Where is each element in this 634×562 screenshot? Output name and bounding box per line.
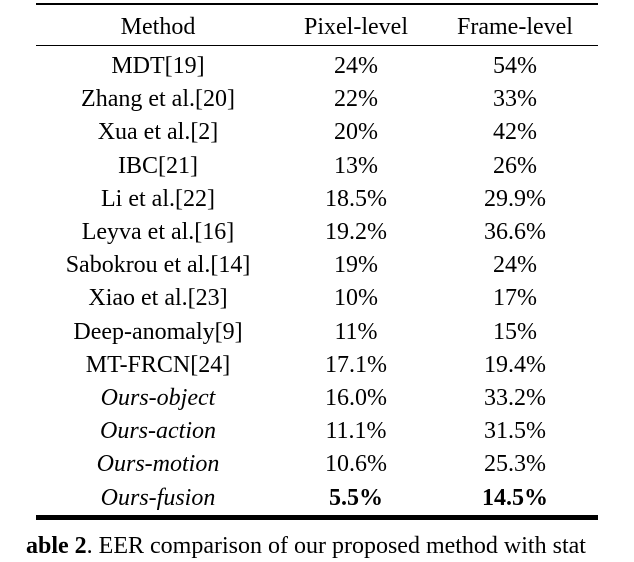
cell-pixel-level: 22% bbox=[334, 86, 378, 113]
table-row bbox=[36, 116, 598, 149]
cell-pixel-level: 10.6% bbox=[325, 451, 387, 478]
table-row bbox=[36, 415, 598, 448]
cell-pixel-level: 19.2% bbox=[325, 219, 387, 246]
cell-method: Ours-object bbox=[100, 385, 216, 412]
table-row bbox=[36, 282, 598, 315]
cell-frame-level: 31.5% bbox=[484, 418, 546, 445]
cell-pixel-level: 11% bbox=[334, 318, 378, 345]
table-caption bbox=[26, 530, 586, 562]
cell-pixel-level: 20% bbox=[334, 119, 378, 146]
cell-pixel-level: 16.0% bbox=[325, 385, 387, 412]
cell-pixel-level: 13% bbox=[334, 152, 378, 179]
cell-frame-level: 26% bbox=[493, 152, 537, 179]
table-row bbox=[36, 50, 598, 83]
table-row bbox=[36, 316, 598, 349]
header-method: Method bbox=[120, 14, 196, 40]
cell-pixel-level: 17.1% bbox=[325, 351, 387, 378]
cell-frame-level: 36.6% bbox=[484, 219, 546, 246]
table-row bbox=[36, 382, 598, 415]
cell-method: Leyva et al.[16] bbox=[81, 219, 235, 246]
cell-frame-level: 24% bbox=[493, 252, 537, 279]
table-bottom-rule bbox=[36, 515, 598, 520]
header-pixel-level: Pixel-level bbox=[304, 14, 408, 40]
cell-frame-level: 25.3% bbox=[484, 451, 546, 478]
cell-frame-level: 42% bbox=[493, 119, 537, 146]
table-header-row bbox=[36, 0, 598, 50]
cell-pixel-level: 10% bbox=[334, 285, 378, 312]
table-row bbox=[36, 216, 598, 249]
cell-method: Xiao et al.[23] bbox=[88, 285, 228, 312]
cell-pixel-level: 18.5% bbox=[325, 185, 387, 212]
caption-label: able 2 bbox=[26, 533, 87, 559]
cell-method: Li et al.[22] bbox=[101, 185, 215, 212]
table-row bbox=[36, 150, 598, 183]
eer-comparison-table bbox=[36, 0, 598, 515]
caption-text: . EER comparison of our proposed method with stat bbox=[86, 533, 586, 559]
cell-method: Ours-action bbox=[100, 418, 216, 445]
table-row bbox=[36, 183, 598, 216]
cell-pixel-level: 24% bbox=[334, 53, 378, 79]
table-row bbox=[36, 448, 598, 481]
cell-pixel-level-best: 5.5% bbox=[329, 484, 383, 511]
cell-pixel-level: 11.1% bbox=[325, 418, 387, 445]
cell-method: IBC[21] bbox=[118, 152, 198, 179]
cell-method: Zhang et al.[20] bbox=[81, 86, 235, 113]
cell-frame-level-best: 14.5% bbox=[482, 484, 548, 511]
cell-frame-level: 15% bbox=[493, 318, 537, 345]
cell-frame-level: 17% bbox=[493, 285, 537, 312]
cell-method: Deep-anomaly[9] bbox=[73, 318, 243, 345]
cell-frame-level: 29.9% bbox=[484, 185, 546, 212]
cell-method: Ours-fusion bbox=[100, 484, 216, 511]
cell-frame-level: 19.4% bbox=[484, 351, 546, 378]
cell-method: MT-FRCN[24] bbox=[85, 351, 231, 378]
cell-pixel-level: 19% bbox=[334, 252, 378, 279]
cell-method: Ours-motion bbox=[96, 451, 220, 478]
cell-frame-level: 33.2% bbox=[484, 385, 546, 412]
cell-frame-level: 33% bbox=[493, 86, 537, 113]
cell-method: Xua et al.[2] bbox=[97, 119, 219, 146]
table-row bbox=[36, 482, 598, 515]
cell-method: Sabokrou et al.[14] bbox=[65, 252, 251, 279]
table-row bbox=[36, 83, 598, 116]
table-row bbox=[36, 249, 598, 282]
cell-frame-level: 54% bbox=[493, 53, 537, 79]
header-frame-level: Frame-level bbox=[457, 14, 573, 40]
cell-method: MDT[19] bbox=[111, 53, 205, 79]
table-row bbox=[36, 349, 598, 382]
